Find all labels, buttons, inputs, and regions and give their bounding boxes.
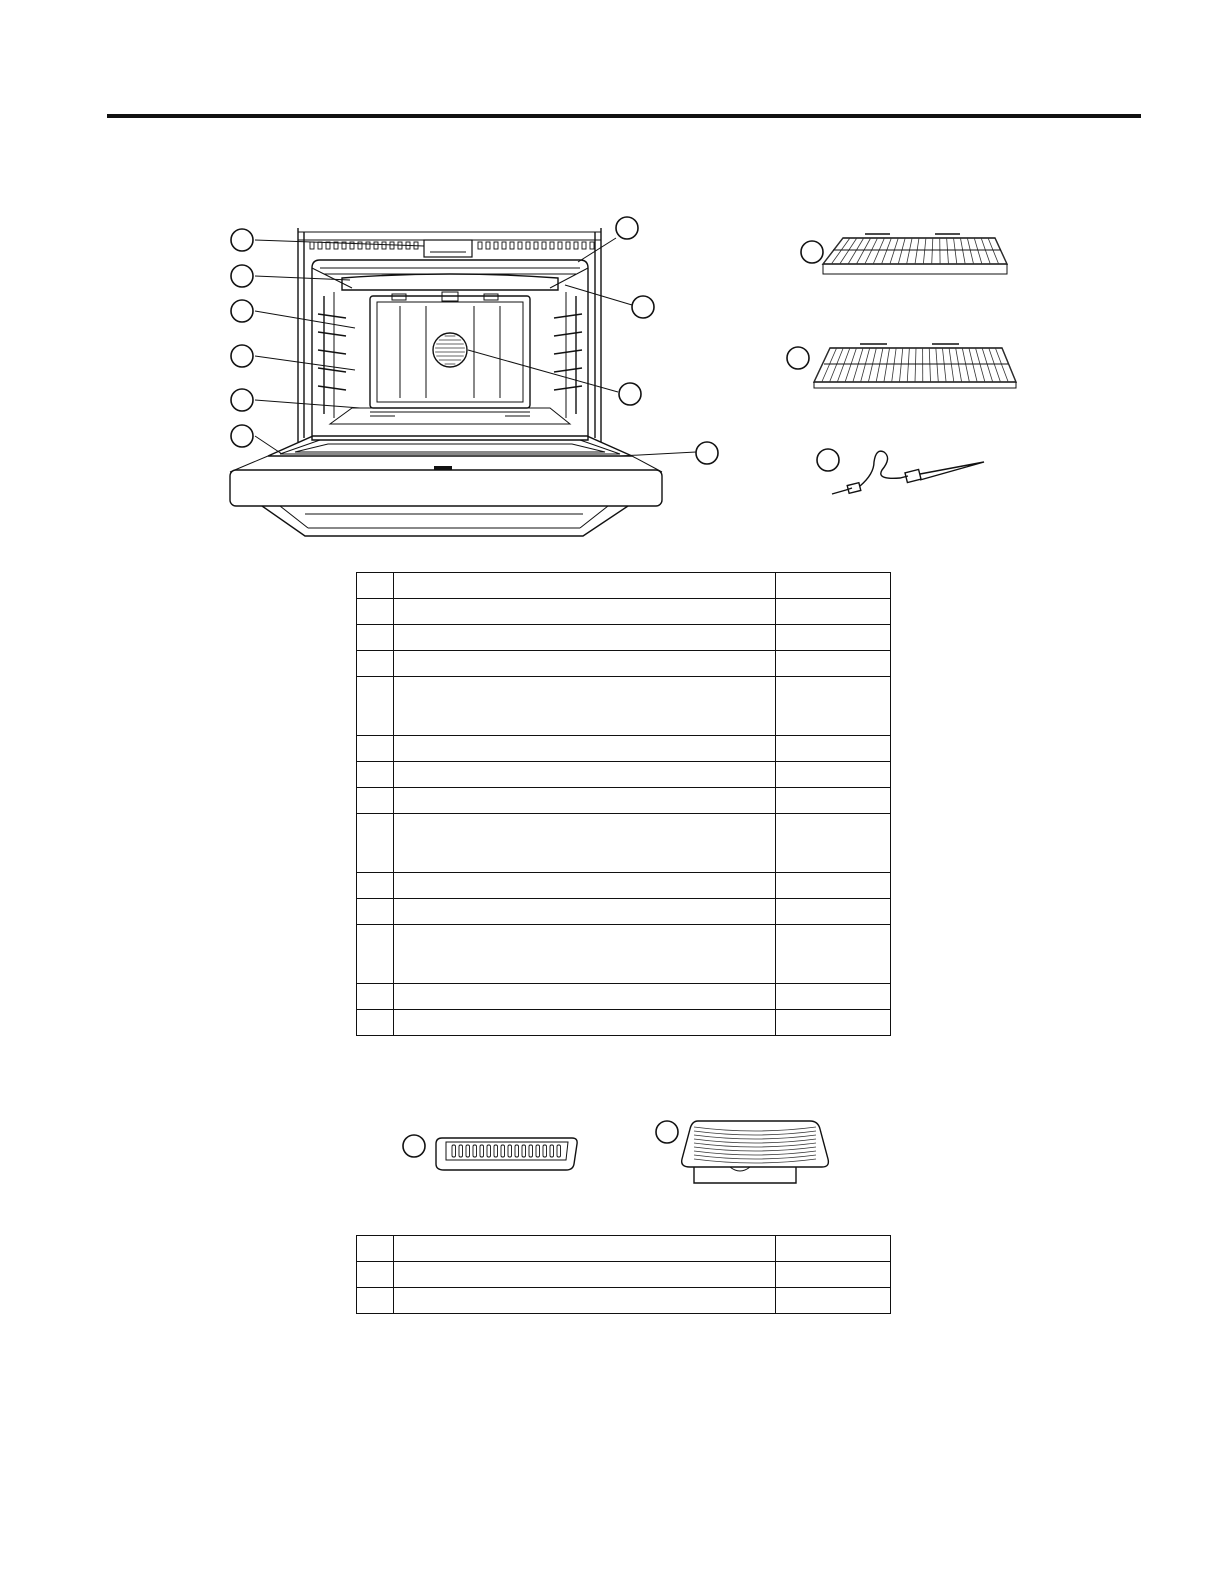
table-row: [357, 873, 891, 899]
cell-num: [357, 736, 394, 762]
cell-desc: [394, 814, 776, 873]
cell-qty: [776, 1236, 891, 1262]
cell-desc: [394, 1288, 776, 1314]
vent-slot: [510, 242, 514, 249]
door-latch: [434, 466, 452, 470]
cell-num: [357, 677, 394, 736]
cell-num: [357, 625, 394, 651]
cell-desc: [394, 1236, 776, 1262]
cell-num: [357, 984, 394, 1010]
vent-slot: [390, 242, 394, 249]
cell-qty: [776, 984, 891, 1010]
convection-fan-cover: [370, 292, 530, 408]
table-row: [357, 1288, 891, 1314]
cell-qty: [776, 788, 891, 814]
oven-callout: [231, 300, 253, 322]
vent-slot: [558, 242, 562, 249]
rack-position: [318, 350, 346, 354]
cell-qty: [776, 814, 891, 873]
vent-slot: [374, 242, 378, 249]
cell-desc: [394, 1010, 776, 1036]
vent-slot: [550, 242, 554, 249]
flat-rack-illustration: [795, 230, 1015, 290]
cell-num: [357, 1236, 394, 1262]
cell-qty: [776, 762, 891, 788]
rack-position: [318, 332, 346, 336]
cell-num: [357, 788, 394, 814]
cell-desc: [394, 1262, 776, 1288]
table-row: [357, 599, 891, 625]
cell-desc: [394, 788, 776, 814]
cell-num: [357, 899, 394, 925]
oven-callout: [696, 442, 718, 464]
cell-desc: [394, 873, 776, 899]
cell-desc: [394, 677, 776, 736]
extension-rack-illustration: [782, 338, 1027, 398]
vent-slot: [310, 242, 314, 249]
vent-slot: [358, 242, 362, 249]
cell-desc: [394, 651, 776, 677]
table-row: [357, 677, 891, 736]
table-row: [357, 736, 891, 762]
cell-qty: [776, 573, 891, 599]
oven-callout: [231, 425, 253, 447]
cell-qty: [776, 899, 891, 925]
cell-qty: [776, 599, 891, 625]
oven-callout: [616, 217, 638, 239]
cell-desc: [394, 599, 776, 625]
oven-callout: [231, 345, 253, 367]
vent-slot: [526, 242, 530, 249]
table-row: [357, 788, 891, 814]
cell-num: [357, 1288, 394, 1314]
rack-position: [554, 386, 582, 390]
cell-qty: [776, 625, 891, 651]
cell-num: [357, 599, 394, 625]
header-rule: [107, 114, 1141, 118]
cell-desc: [394, 736, 776, 762]
table-row: [357, 651, 891, 677]
cell-num: [357, 1010, 394, 1036]
callout-flat-rack: [801, 241, 823, 263]
callout-leaders: [255, 238, 696, 456]
cell-desc: [394, 925, 776, 984]
vent-slot: [518, 242, 522, 249]
cell-num: [357, 762, 394, 788]
vent-slot: [478, 242, 482, 249]
oven-callout: [632, 296, 654, 318]
accessories-table: [356, 1235, 891, 1314]
oven-callout: [231, 389, 253, 411]
rack-position: [554, 314, 582, 318]
cell-desc: [394, 899, 776, 925]
rack-position: [554, 332, 582, 336]
oven-callout: [619, 383, 641, 405]
rack-supports-right: [554, 292, 582, 418]
cell-num: [357, 925, 394, 984]
oven-callout: [231, 265, 253, 287]
vent-slot: [382, 242, 386, 249]
vent-slot: [318, 242, 322, 249]
cell-desc: [394, 762, 776, 788]
meat-probe-illustration: [812, 444, 1002, 504]
cell-qty: [776, 873, 891, 899]
cell-desc: [394, 984, 776, 1010]
table-row: [357, 1010, 891, 1036]
callout-meat-probe: [817, 449, 839, 471]
vent-slot: [574, 242, 578, 249]
rack-supports-left: [318, 292, 346, 418]
table-row: [357, 625, 891, 651]
cell-num: [357, 873, 394, 899]
oven-cavity: [312, 260, 588, 440]
cell-qty: [776, 1010, 891, 1036]
cell-qty: [776, 1262, 891, 1288]
vent-slot: [494, 242, 498, 249]
table-row: [357, 762, 891, 788]
table-row: [357, 1262, 891, 1288]
rack-position: [554, 350, 582, 354]
vent-slot: [566, 242, 570, 249]
control-display: [424, 240, 472, 257]
cell-qty: [776, 1288, 891, 1314]
table-row: [357, 925, 891, 984]
vent-slot: [366, 242, 370, 249]
cell-desc: [394, 625, 776, 651]
table-row: [357, 573, 891, 599]
broil-element: [342, 274, 558, 290]
callout-extension-rack: [787, 347, 809, 369]
oven-callout: [231, 229, 253, 251]
vent-slot: [582, 242, 586, 249]
cell-num: [357, 1262, 394, 1288]
cell-qty: [776, 651, 891, 677]
cell-qty: [776, 677, 891, 736]
table-row: [357, 1236, 891, 1262]
rack-position: [318, 314, 346, 318]
cell-num: [357, 573, 394, 599]
table-row: [357, 899, 891, 925]
rack-position: [318, 386, 346, 390]
vent-slot: [486, 242, 490, 249]
cell-num: [357, 814, 394, 873]
vent-slot: [534, 242, 538, 249]
cell-num: [357, 651, 394, 677]
table-row: [357, 984, 891, 1010]
broiler-pan-illustration: [400, 1130, 585, 1180]
vent-slot: [590, 242, 594, 249]
oven-diagram: [220, 210, 730, 550]
callout-roasting-rack: [656, 1121, 678, 1143]
table-row: [357, 814, 891, 873]
cell-desc: [394, 573, 776, 599]
rack-position: [554, 368, 582, 372]
vent-slot: [502, 242, 506, 249]
parts-table: [356, 572, 891, 1036]
cell-qty: [776, 925, 891, 984]
oven-floor: [330, 408, 570, 424]
callout-broiler-pan: [403, 1135, 425, 1157]
oven-door: [230, 436, 662, 536]
cell-qty: [776, 736, 891, 762]
vent-slot: [542, 242, 546, 249]
roasting-rack-illustration: [650, 1115, 830, 1190]
